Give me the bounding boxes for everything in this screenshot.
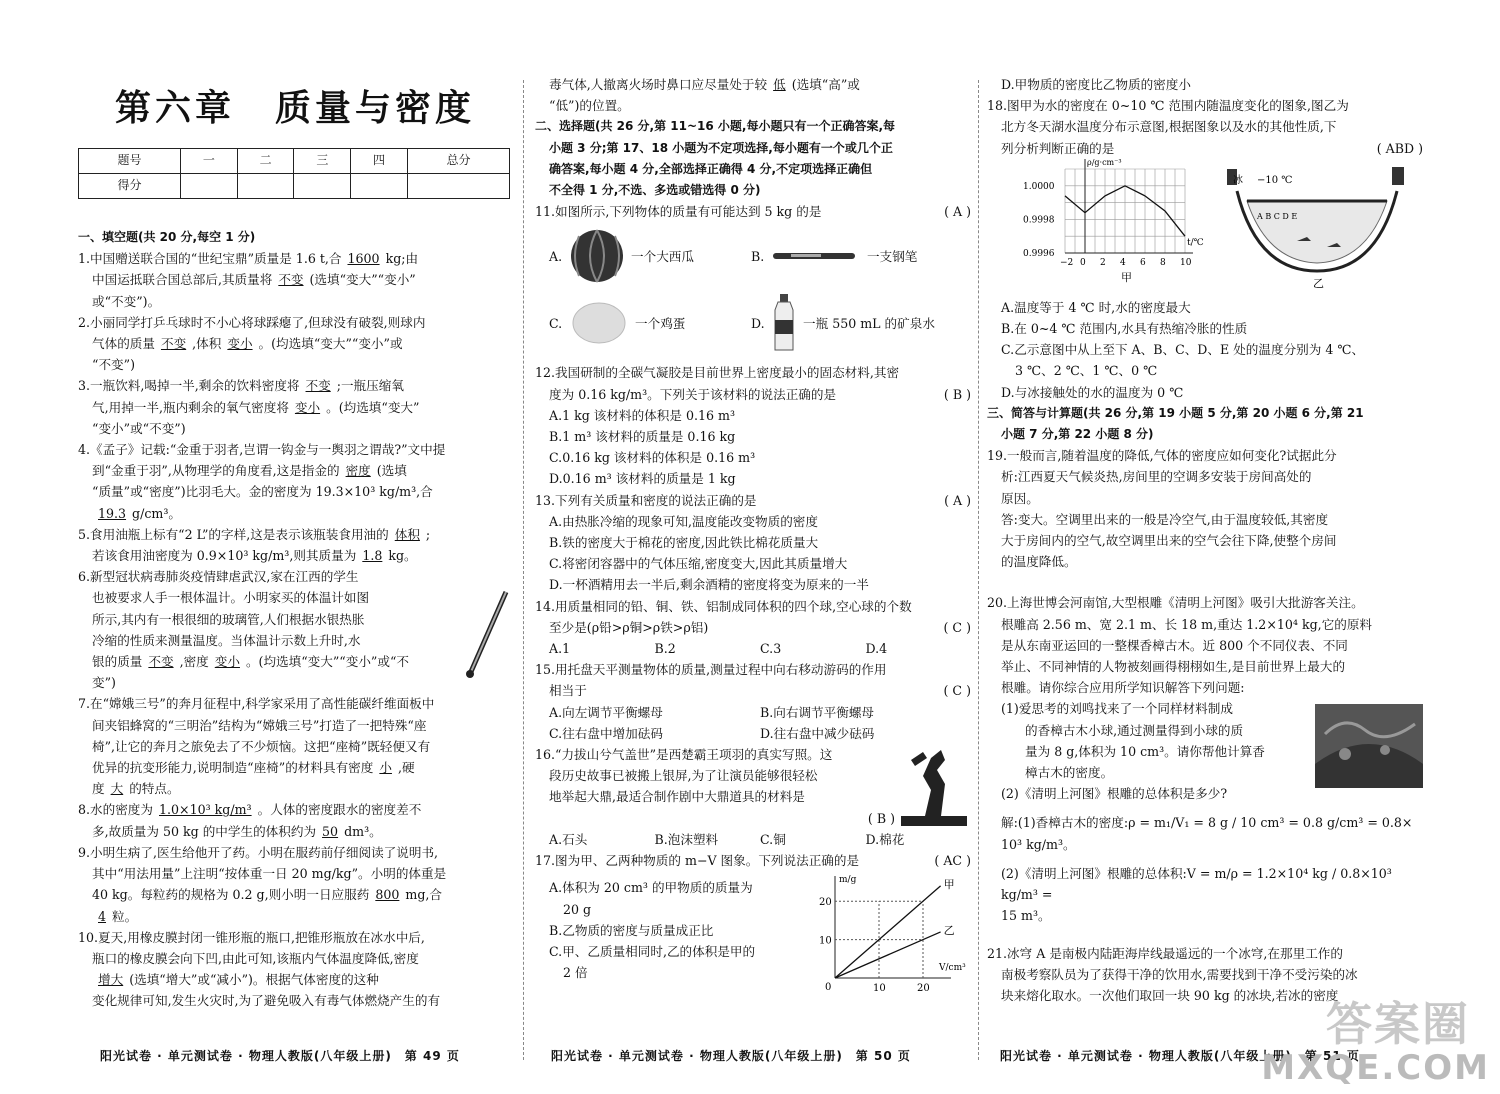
x-tick-label: 2 xyxy=(1100,257,1106,268)
egg-icon xyxy=(569,301,629,345)
water-bottle-icon xyxy=(771,292,797,354)
column-page-49 xyxy=(78,70,512,1012)
air-temp-label: −10 ℃ xyxy=(1257,174,1293,186)
score-header: 二 xyxy=(237,149,294,174)
chart-caption: 甲 xyxy=(1121,270,1132,284)
y-tick-label: 0.9998 xyxy=(1023,215,1055,226)
question-14: 14.用质量相同的铅、铜、铁、铝制成同体积的四个球,空心球的个数 至少是(ρ铅>ρ铜>ρ铁>ρ铝) ( C ) A.1 B.2 C.3 D.4 xyxy=(535,598,971,657)
score-cell xyxy=(351,174,408,199)
question-13: 13.下列有关质量和密度的说法正确的是 ( A ) A.由热胀冷缩的现象可知,温度能改变物质的密度 B.铁的密度大于棉花的密度,因此铁比棉花质量大 C.将密闭容器中的气体压缩,密度变大,因此其质量增大 D.一杯酒精用去一半后,剩余酒精的密度将变为原来的一半 xyxy=(535,490,971,596)
question-21: 21.冰穹 A 是南极内陆距海岸线最遥远的一个冰穹,在那里工作的 南极考察队员为了获得干净的饮用水,需要找到干净不受污染的冰 块来熔化取水。一次他们取回一块 90 kg 的冰块,若冰的密度 xyxy=(987,945,1358,1003)
score-cell xyxy=(181,174,238,199)
score-header: 总分 xyxy=(407,149,509,174)
solution-text: (2)《清明上河图》根雕的总体积:V = m/ρ = 1.2×10⁴ kg / 0.8×10³ kg/m³ = xyxy=(1001,865,1392,903)
question-2: 2.小丽同学打乒乓球时不小心将球踩瘪了,但球没有破裂,则球内 气体的质量 不变 ,体积 变小 。(均选填“变大”“变小”或 “不变”) xyxy=(78,314,426,373)
depth-letters-label: A B C D E xyxy=(1257,211,1298,221)
section-heading: 二、选择题(共 26 分,第 11~16 小题,每小题只有一个正确答案,每 小题 3 分;第 17、18 小题为不定项选择,每小题有一个或几个正 确答案,每小题 4 分,全部选择正确得 4 分,不定项选择正确但 不全得 1 分,不选、多选或错选得 0 分) xyxy=(535,119,896,198)
y-tick-label: 20 xyxy=(819,897,832,909)
pen-icon xyxy=(771,249,861,263)
x-axis-label: t/℃ xyxy=(1187,237,1204,248)
page-footer: 阳光试卷 · 单元测试卷 · 物理人教版(八年级上册) 第 49 页 xyxy=(100,1049,460,1063)
page-footer: 阳光试卷 · 单元测试卷 · 物理人教版(八年级上册) 第 51 页 xyxy=(1000,1049,1360,1063)
question-5: 5.食用油瓶上标有“2 L”的字样,这是表示该瓶装食用油的 体积 ; 若该食用油密度为 0.9×10³ kg/m³,则其质量为 1.8 kg。 xyxy=(78,526,431,564)
column-page-51 xyxy=(987,74,1423,1006)
score-header: 三 xyxy=(294,149,351,174)
y-tick-label: 0.9996 xyxy=(1023,248,1055,259)
score-cell xyxy=(407,174,509,199)
watermark-url: MXQE.COM xyxy=(1261,1048,1490,1088)
origin-label: 0 xyxy=(825,982,832,994)
question-18: 18.图甲为水的密度在 0~10 ℃ 范围内随温度变化的图象,图乙为 北方冬天湖水温度分布示意图,根据图象以及水的其他性质,下 列分析判断正确的是 ( ABD ) ρ/g·cm⁻³ t/℃ −2 0 2 4 6 8 10 1.0000 0.9998 0.9996 甲 冰 −10 ℃ A B C D E 乙 A.温度等于 4 ℃ 时,水的密度最大 B.在 0~4 ℃ 范围内,水具有热缩冷胀的性质 C.乙示意图中从上至下 A、B、C、D、E 处的温度分别为 4 ℃、 3 ℃、2 ℃、1 ℃、0 ℃ D.与冰接触处的水的温度为 0 ℃ xyxy=(987,98,1423,400)
lake-diagram xyxy=(1227,161,1407,291)
watermark-logo: 答案圈 xyxy=(1326,997,1470,1051)
question-6: 6.新型冠状病毒肺炎疫情肆虐武汉,家在江西的学生 也被要求人手一根体温计。小明家买的体温计如图 所示,其内有一根很细的玻璃管,人们根据水银热胀 冷缩的性质来测量温度。当体温计示数上升时,水 银的质量 不变 ,密度 变小 。(均选填“变大”“变小”或“不 变”) xyxy=(78,566,512,693)
answer-text: 的温度降低。 xyxy=(1001,554,1077,570)
weightlifter-silhouette-icon xyxy=(901,746,967,826)
y-axis-label: m/g xyxy=(839,875,857,886)
answer-text: 大于房间内的空气,故空调里出来的空气会往下降,使整个房间 xyxy=(1001,533,1337,549)
solution-text: 解:(1)香樟古木的密度:ρ = m₁/V₁ = 8 g / 10 cm³ = 0.8 g/cm³ = 0.8× xyxy=(1001,815,1413,831)
m-v-chart xyxy=(815,874,966,995)
ice-label: 冰 xyxy=(1233,174,1243,186)
answer: ( ABD ) xyxy=(1376,140,1423,156)
score-header: 一 xyxy=(181,149,238,174)
question-9: 9.小明生病了,医生给他开了药。小明在服药前仔细阅读了说明书, 其中“用法用量”上注明“按体重一日 20 mg/kg”。小明的体重是 40 kg。每粒药的规格为 0.2 g,则小明一日应服药 800 mg,合 4 粒。 xyxy=(78,844,447,924)
score-cell xyxy=(294,174,351,199)
series-label: 乙 xyxy=(943,924,955,938)
page-footer: 阳光试卷 · 单元测试卷 · 物理人教版(八年级上册) 第 50 页 xyxy=(551,1049,911,1063)
x-tick-label: 4 xyxy=(1120,257,1126,268)
score-header: 题号 xyxy=(79,149,181,174)
x-tick-label: −2 xyxy=(1060,257,1074,268)
question-20: 20.上海世博会河南馆,大型根雕《清明上河图》吸引大批游客关注。 根雕高 2.56 m、宽 2.1 m、长 18 m,重达 1.2×10⁴ kg,它的原料 是从东南亚运回的一整棵香樟古木。近 800 个不同仪表、不同 举止、不同神情的人物被刻画得栩栩如生,是目前世界上最大的 根雕。请你综合应用所学知识解答下列问题: (1)爱思考的刘鸣找来了一个同样材料制成 的香樟古木小球,通过测量得到小球的质 量为 8 g,体积为 10 cm³。请你帮他计算香 樟古木的密度。 (2)《清明上河图》根雕的总体积是多少? 解:(1)香樟古木的密度:ρ = m₁/V₁ = 8 g / 10 cm³ = 0.8 g/cm³ = 0.8× 10³ kg/m³。 (2)《清明上河图》根雕的总体积:V = m/ρ = 1.2×10⁴ kg / 0.8×10³ kg/m³ = 15 m³。 xyxy=(987,592,1423,942)
series-line xyxy=(835,886,941,978)
question-17: 17.图为甲、乙两种物质的 m−V 图象。下列说法正确的是 ( AC ) A.体积为 20 cm³ 的甲物质的质量为 20 g B.乙物质的密度与质量成正比 C.甲、乙质量相同时,乙的体积是甲的 2 倍 V/cm³ m/g 0 10 10 20 20 甲 乙 xyxy=(535,850,971,983)
root-carving-photo xyxy=(1315,704,1423,788)
x-tick-label: 20 xyxy=(917,983,930,995)
solution-text: 10³ kg/m³。 xyxy=(1001,836,1076,852)
y-tick-label: 10 xyxy=(819,935,832,947)
question-7: 7.在“嫦娥三号”的奔月征程中,科学家采用了高性能碳纤维面板中 间夹铝蜂窝的“三明治”结构为“嫦娥三号”打造了一把特殊“座 椅”,让它的奔月之旅免去了不少烦恼。这把“座椅”既轻便又有 优异的抗变形能力,说明制造“座椅”的材料具有密度 小 ,硬 度 大 的特点。 xyxy=(78,696,435,797)
series-line xyxy=(835,932,941,978)
question-1: 1.中国赠送联合国的“世纪宝鼎”质量是 1.6 t,合 1600 kg;由 中国运抵联合国总部后,其质量将 不变 (选填“变大”“变小” 或“不变”)。 xyxy=(78,251,419,309)
y-tick-label: 1.0000 xyxy=(1023,181,1055,192)
x-tick-label: 0 xyxy=(1080,257,1086,268)
answer-text: 答:变大。空调里出来的一般是冷空气,由于温度较低,其密度 xyxy=(1001,511,1329,527)
solution-text: 15 m³。 xyxy=(1001,908,1051,924)
answer: ( C ) xyxy=(943,683,971,699)
question-10: 10.夏天,用橡皮膜封闭一锥形瓶的瓶口,把锥形瓶放在冰水中后, 瓶口的橡皮膜会向下凹,由此可知,该瓶内气体温度降低,密度 增大 (选填“增大”或“减小”)。根据气体密度的这种 变化规律可知,发生火灾时,为了避免吸入有毒气体燃烧产生的有 xyxy=(78,929,441,1009)
column-divider xyxy=(523,80,524,1060)
x-tick-label: 6 xyxy=(1140,257,1146,268)
question-3: 3.一瓶饮料,喝掉一半,剩余的饮料密度将 不变 ;一瓶压缩氧 气,用掉一半,瓶内剩余的氧气密度将 变小 。(均选填“变大” “变小”或“不变”) xyxy=(78,378,420,436)
chapter-title: 第六章 质量与密度 xyxy=(114,87,475,129)
x-tick-label: 10 xyxy=(873,983,886,995)
question-12: 12.我国研制的全碳气凝胶是目前世界上密度最小的固态材料,其密 度为 0.16 kg/m³。下列关于该材料的说法正确的是 ( B ) A.1 kg 该材料的体积是 0.16 m³ B.1 m³ 该材料的质量是 0.16 kg C.0.16 kg 该材料的体积是 0.16 m³ D.0.16 m³ 该材料的质量是 1 kg xyxy=(535,365,971,487)
answer: ( A ) xyxy=(944,492,971,508)
x-axis-label: V/cm³ xyxy=(939,963,966,974)
watermelon-icon xyxy=(569,228,625,284)
diagram-caption: 乙 xyxy=(1313,276,1324,290)
question-16: 16.“力拔山兮气盖世”是西楚霸王项羽的真实写照。这 段历史故事已被搬上银屏,为了让演员能够很轻松 地举起大鼎,最适合制作剧中大鼎道具的材料是 ( B ) A.石头 B.泡沫塑料 C.铜 D.棉花 xyxy=(535,744,971,850)
series-label: 甲 xyxy=(943,877,955,891)
score-table xyxy=(78,148,510,199)
section-heading: 三、简答与计算题(共 26 分,第 19 小题 5 分,第 20 小题 6 分,第 21 小题 7 分,第 22 小题 8 分) xyxy=(987,405,1364,442)
thermometer-icon xyxy=(462,588,512,678)
x-tick-label: 8 xyxy=(1160,257,1166,268)
score-cell xyxy=(237,174,294,199)
question-15: 15.用托盘天平测量物体的质量,测量过程中向右移动游码的作用 相当于 ( C ) A.向左调节平衡螺母 B.向右调节平衡螺母 C.往右盘中增加砝码 D.往右盘中减少砝码 xyxy=(535,662,971,741)
answer: ( B ) xyxy=(867,810,895,826)
question-4: 4.《孟子》记载:“金重于羽者,岂谓一钩金与一舆羽之谓哉?”文中提 到“金重于羽”,从物理学的角度看,这是指金的 密度 (选填 “质量”或“密度”)比羽毛大。金的密度为 19.3×10³ kg/m³,合 19.3 g/cm³。 xyxy=(78,442,446,521)
x-tick-label: 10 xyxy=(1180,257,1192,268)
question-11: 11.如图所示,下列物体的质量有可能达到 5 kg 的是 ( A ) A. 一个大西瓜 B. 一支钢笔 C. 一个鸡蛋 D. 一瓶 550 mL 的矿泉水 xyxy=(535,201,971,354)
section-heading: 一、填空题(共 20 分,每空 1 分) xyxy=(78,230,256,244)
y-axis-label: ρ/g·cm⁻³ xyxy=(1087,157,1122,167)
question-17-option-d: D.甲物质的密度比乙物质的密度小 xyxy=(1001,77,1191,92)
answer: ( B ) xyxy=(943,386,971,402)
density-temperature-chart xyxy=(1021,157,1221,291)
score-label: 得分 xyxy=(79,174,181,199)
column-divider xyxy=(978,80,979,1060)
question-19: 19.一般而言,随着温度的降低,气体的密度应如何变化?试据此分 析:江西夏天气候炎热,房间里的空调多安装于房间高处的 原因。 答:变大。空调里出来的一般是冷空气,由于温度较低,其密度 大于房间内的空气,故空调里出来的空气会往下降,使整个房间 的温度降低。 xyxy=(987,445,1423,592)
answer: ( A ) xyxy=(944,204,971,220)
question-10-continued: 毒气体,人撤离火场时鼻口应尽量处于较 低 (选填“高”或 “低”)的位置。 xyxy=(549,77,860,114)
column-page-50 xyxy=(535,74,971,995)
answer: ( C ) xyxy=(943,619,971,635)
question-8: 8.水的密度为 1.0×10³ kg/m³ 。人体的密度跟水的密度差不 多,故质量为 50 kg 的中学生的体积约为 50 dm³。 xyxy=(78,802,422,839)
score-header: 四 xyxy=(351,149,408,174)
answer: ( AC ) xyxy=(934,853,971,869)
